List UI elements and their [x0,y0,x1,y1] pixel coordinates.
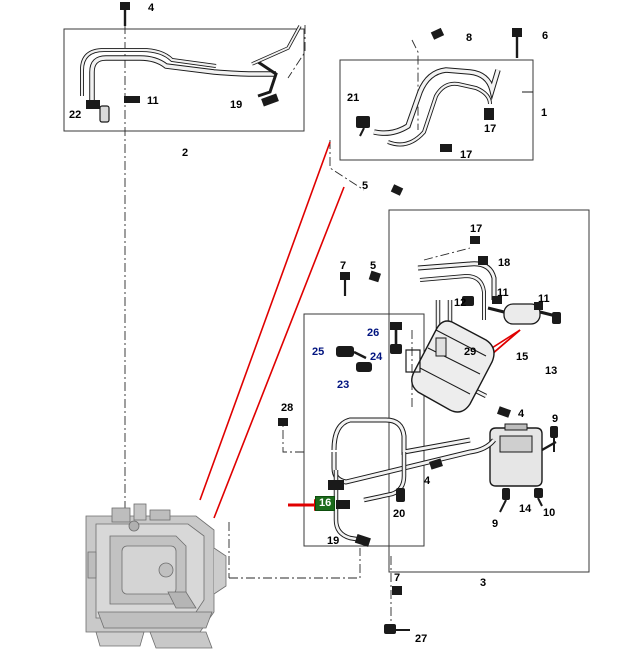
callout-11-a: 11 [147,95,159,107]
leader-17c [424,248,470,260]
callout-4-top: 4 [148,2,155,14]
callout-13: 13 [545,365,558,377]
callout-17-c: 17 [470,223,483,235]
bolt-6-head [512,28,522,37]
red-line-1 [200,142,330,500]
callout-14: 14 [519,503,532,515]
clip-13 [552,312,561,324]
callout-2: 2 [182,147,189,159]
clip-19b [355,534,371,547]
clip-18 [478,256,488,265]
callout-9-a: 9 [552,413,559,425]
bolt-5a [391,184,403,195]
callout-26: 26 [367,327,380,339]
nut-24 [390,344,402,354]
bolt-8 [431,28,444,40]
hose-group-3 [278,236,561,634]
callout-11-b: 11 [497,287,509,299]
callout-7-b: 7 [394,572,401,584]
bolt-9a [550,426,558,438]
bolt-9b [502,488,510,500]
callout-17-b: 17 [460,149,473,161]
callout-5-a: 5 [362,180,369,192]
clip-10 [534,488,543,498]
callout-6: 6 [542,30,549,42]
callout-5-b: 5 [370,260,377,272]
callout-8: 8 [466,32,473,44]
leader-lower-left [229,548,360,578]
callout-21: 21 [347,92,360,104]
clip-28 [278,418,288,426]
callout-12: 12 [454,297,467,309]
bolt-26-head [390,322,402,330]
hose-group-1 [356,28,533,196]
clip-29 [436,338,446,356]
callout-3: 3 [480,577,487,589]
clip-16-part [328,480,344,490]
hose-group-2 [82,2,300,122]
callout-29: 29 [464,346,477,358]
callout-27: 27 [415,633,428,645]
bolt-4-head [120,2,130,10]
callout-19-a: 19 [230,99,243,111]
callout-25: 25 [312,346,325,358]
clip-16b [336,500,350,509]
clip-4b [497,406,511,418]
fitting-22 [86,100,100,109]
callout-17-a: 17 [484,123,497,135]
bolt-7a-head [340,272,350,280]
callout-20: 20 [393,508,406,520]
callout-9-b: 9 [492,518,499,530]
callout-4-b: 4 [518,408,525,420]
fitting-17b [440,144,452,152]
callout-24: 24 [370,351,383,363]
clip-21 [356,116,370,128]
bolt-20 [396,488,405,502]
callout-19-b: 19 [327,535,340,547]
bolt-5b [369,271,381,283]
bolt-7b [392,586,402,595]
sensor-25 [336,346,354,357]
red-line-2 [214,187,347,518]
clip-11 [124,96,140,103]
sensor-23 [356,362,372,372]
callout-28: 28 [281,402,294,414]
callout-23: 23 [337,379,350,391]
callout-15: 15 [516,351,529,363]
callout-22: 22 [69,109,82,121]
clip-17c [470,236,480,244]
callout-4-c: 4 [424,475,431,487]
bolt-27 [384,624,396,634]
callout-11-c: 11 [538,293,550,305]
group-boxes [64,29,589,572]
leader-5 [330,140,364,190]
highlight-lines [200,142,520,518]
fitting-17a [484,108,494,120]
callout-16-highlighted[interactable]: 16 [315,496,335,511]
callout-18: 18 [498,257,511,269]
engine-assembly [86,504,226,648]
callout-10: 10 [543,507,556,519]
callout-7-a: 7 [340,260,347,272]
callout-1: 1 [541,107,548,119]
